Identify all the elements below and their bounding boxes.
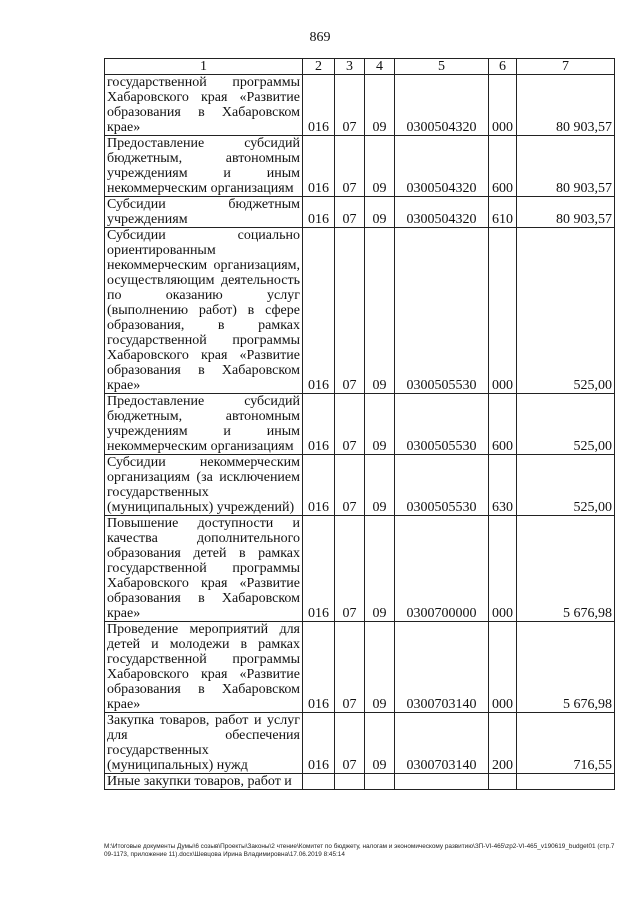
col-header-4: 4: [365, 59, 395, 75]
row-amount: 5 676,98: [517, 516, 615, 622]
table-row: [105, 136, 615, 197]
budget-table: [104, 58, 615, 790]
row-subsection-code: 09: [365, 75, 395, 136]
row-amount: 716,55: [517, 713, 615, 774]
row-subsection-code: 09: [365, 228, 395, 394]
row-expense-type: 200: [489, 713, 517, 774]
table-row: [105, 197, 615, 228]
row-section-code: 07: [335, 455, 365, 516]
col-header-5: 5: [395, 59, 489, 75]
row-subsection-code: 09: [365, 455, 395, 516]
row-ministry-code: 016: [303, 622, 335, 713]
row-name: Иные закупки товаров, работ и: [105, 774, 303, 790]
table-row-partial: [105, 774, 615, 790]
row-expense-type: 000: [489, 622, 517, 713]
header-row: [105, 59, 615, 75]
row-ministry-code: [303, 774, 335, 790]
row-target-code: 0300505530: [395, 455, 489, 516]
row-expense-type: 630: [489, 455, 517, 516]
table-row: [105, 228, 615, 394]
row-subsection-code: 09: [365, 622, 395, 713]
row-expense-type: 600: [489, 136, 517, 197]
row-expense-type: [489, 774, 517, 790]
row-target-code: 0300505530: [395, 228, 489, 394]
row-name: Субсидии бюджетным учреждениям: [105, 197, 303, 228]
col-header-7: 7: [517, 59, 615, 75]
col-header-3: 3: [335, 59, 365, 75]
row-ministry-code: 016: [303, 713, 335, 774]
col-header-1: 1: [105, 59, 303, 75]
table-row: [105, 516, 615, 622]
document-path-footer: M:\Итоговые документы Думы\6 созыв\Проекты\Законы\2 чтение\Комитет по бюджету, налогам и экономическому развитию\ЗП-VI-465\zp2-VI-465_v190619_budget01 (стр.709-1173, приложение 11).docx\Шевцова Ирина Владимировна\17.06.2019 8:45:14: [104, 843, 615, 858]
row-amount: 5 676,98: [517, 622, 615, 713]
row-expense-type: 600: [489, 394, 517, 455]
row-section-code: 07: [335, 622, 365, 713]
row-ministry-code: 016: [303, 455, 335, 516]
table-row: [105, 75, 615, 136]
table-row: [105, 455, 615, 516]
row-name: Закупка товаров, работ и услуг для обеспечения государственных (муниципальных) нужд: [105, 713, 303, 774]
row-section-code: 07: [335, 713, 365, 774]
row-amount: 80 903,57: [517, 136, 615, 197]
row-ministry-code: 016: [303, 228, 335, 394]
row-name: Предоставление субсидий бюджетным, автономным учреждениям и иным некоммерческим организациям: [105, 136, 303, 197]
row-name: государственной программы Хабаровского края «Развитие образования в Хабаровском крае»: [105, 75, 303, 136]
row-section-code: 07: [335, 197, 365, 228]
row-target-code: 0300703140: [395, 622, 489, 713]
row-amount: [517, 774, 615, 790]
row-subsection-code: 09: [365, 136, 395, 197]
row-section-code: 07: [335, 228, 365, 394]
row-name: Субсидии некоммерческим организациям (за исключением государственных (муниципальных) учреждений): [105, 455, 303, 516]
row-amount: 525,00: [517, 394, 615, 455]
table-row: [105, 622, 615, 713]
row-ministry-code: 016: [303, 197, 335, 228]
row-expense-type: 000: [489, 516, 517, 622]
page-number: 869: [309, 30, 331, 45]
row-expense-type: 000: [489, 75, 517, 136]
table-row: [105, 713, 615, 774]
row-amount: 80 903,57: [517, 197, 615, 228]
row-target-code: 0300505530: [395, 394, 489, 455]
row-subsection-code: 09: [365, 197, 395, 228]
row-amount: 525,00: [517, 455, 615, 516]
row-target-code: [395, 774, 489, 790]
row-name: Предоставление субсидий бюджетным, автономным учреждениям и иным некоммерческим организациям: [105, 394, 303, 455]
row-name: Проведение мероприятий для детей и молодежи в рамках государственной программы Хабаровского края «Развитие образования в Хабаровском крае»: [105, 622, 303, 713]
row-subsection-code: 09: [365, 713, 395, 774]
row-ministry-code: 016: [303, 136, 335, 197]
row-target-code: 0300504320: [395, 197, 489, 228]
row-name: Повышение доступности и качества дополнительного образования детей в рамках государственной программы Хабаровского края «Развитие образования в Хабаровском крае»: [105, 516, 303, 622]
row-ministry-code: 016: [303, 516, 335, 622]
row-amount: 80 903,57: [517, 75, 615, 136]
col-header-6: 6: [489, 59, 517, 75]
row-ministry-code: 016: [303, 394, 335, 455]
table-row: [105, 394, 615, 455]
row-amount: 525,00: [517, 228, 615, 394]
row-section-code: 07: [335, 394, 365, 455]
row-subsection-code: [365, 774, 395, 790]
row-subsection-code: 09: [365, 516, 395, 622]
row-target-code: 0300504320: [395, 136, 489, 197]
row-section-code: [335, 774, 365, 790]
row-expense-type: 610: [489, 197, 517, 228]
row-section-code: 07: [335, 136, 365, 197]
row-subsection-code: 09: [365, 394, 395, 455]
row-section-code: 07: [335, 75, 365, 136]
col-header-2: 2: [303, 59, 335, 75]
row-expense-type: 000: [489, 228, 517, 394]
row-target-code: 0300700000: [395, 516, 489, 622]
row-name: Субсидии социально ориентированным некоммерческим организациям, осуществляющим деятельность по оказанию услуг (выполнению работ) в сфере образования, в рамках государственной программы Хабаровского края «Развитие образования в Хабаровском крае»: [105, 228, 303, 394]
row-section-code: 07: [335, 516, 365, 622]
row-target-code: 0300504320: [395, 75, 489, 136]
row-target-code: 0300703140: [395, 713, 489, 774]
row-ministry-code: 016: [303, 75, 335, 136]
